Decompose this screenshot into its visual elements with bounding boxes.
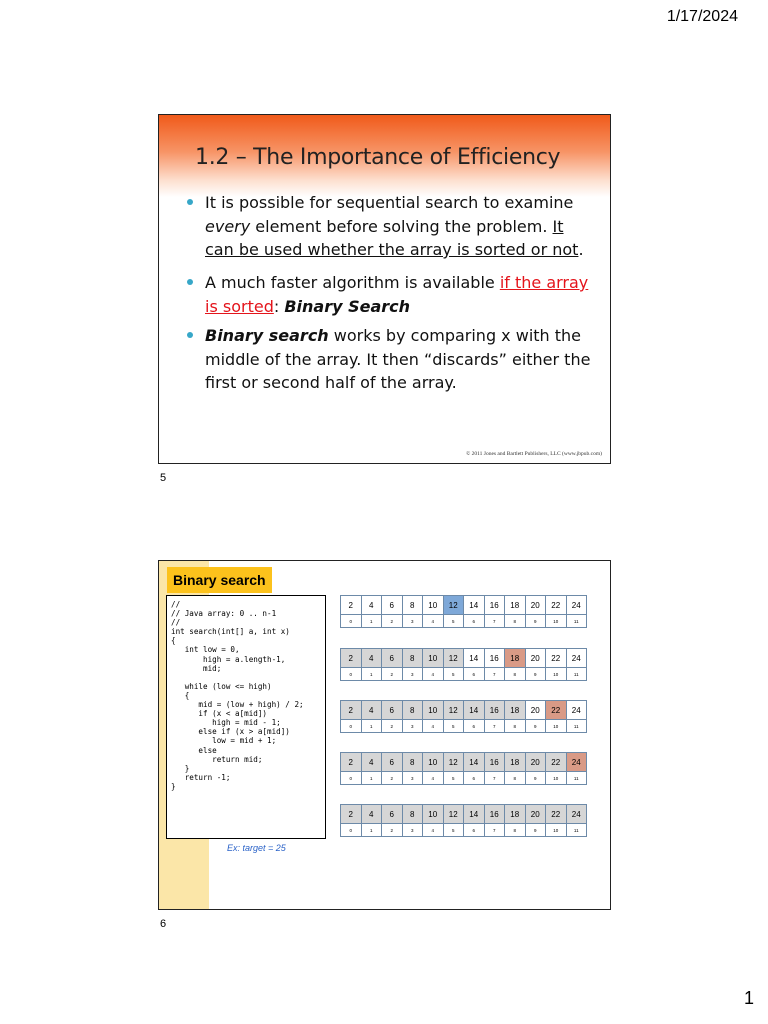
array-index-cell: 9 — [525, 720, 546, 733]
array-index-cell: 0 — [341, 668, 362, 681]
array-value-cell: 22 — [546, 701, 567, 720]
array-index-cell: 10 — [546, 772, 567, 785]
array-value-cell: 24 — [566, 753, 587, 772]
array-value-cell: 8 — [402, 596, 423, 615]
array-index-cell: 7 — [484, 615, 505, 628]
array-index-cell: 3 — [402, 668, 423, 681]
bullet-dot-icon — [187, 199, 193, 205]
array-value-cell: 14 — [464, 805, 485, 824]
bullet-1: It is possible for sequential search to examine every element before solving the problem. It can be used whether the array is sorted or not. — [187, 191, 593, 262]
bullet-3: Binary search works by comparing x with the middle of the array. It then “discards” either the first or second half of the array. — [187, 324, 593, 395]
array-index-cell: 0 — [341, 720, 362, 733]
array-value-cell: 16 — [484, 649, 505, 668]
array-value-cell: 4 — [361, 753, 382, 772]
array-index-cell: 11 — [566, 824, 587, 837]
array-index-cell: 3 — [402, 615, 423, 628]
array-value-cell: 18 — [505, 649, 526, 668]
array-value-cell: 2 — [341, 805, 362, 824]
slide-1 — [158, 114, 611, 464]
array-value-cell: 22 — [546, 596, 567, 615]
bullet-dot-icon — [187, 279, 193, 285]
array-value-cell: 2 — [341, 753, 362, 772]
array-index-cell: 6 — [464, 668, 485, 681]
array-value-cell: 2 — [341, 596, 362, 615]
array-value-cell: 20 — [525, 649, 546, 668]
array-value-cell: 10 — [423, 701, 444, 720]
array-index-cell: 11 — [566, 772, 587, 785]
array-index-cell: 6 — [464, 772, 485, 785]
array-value-cell: 22 — [546, 753, 567, 772]
array-index-cell: 1 — [361, 772, 382, 785]
array-index-cell: 11 — [566, 720, 587, 733]
array-value-cell: 12 — [443, 805, 464, 824]
array-value-cell: 6 — [382, 596, 403, 615]
bullet-2: A much faster algorithm is available if the array is sorted: Binary Search — [187, 271, 593, 318]
array-value-cell: 6 — [382, 805, 403, 824]
array-index-cell: 7 — [484, 772, 505, 785]
array-index-cell: 6 — [464, 824, 485, 837]
array-value-cell: 2 — [341, 649, 362, 668]
array-index-cell: 7 — [484, 824, 505, 837]
array-value-cell: 18 — [505, 701, 526, 720]
array-index-cell: 10 — [546, 720, 567, 733]
array-index-cell: 8 — [505, 720, 526, 733]
array-value-cell: 18 — [505, 596, 526, 615]
slide-1-number: 5 — [160, 472, 167, 484]
array-index-cell: 9 — [525, 668, 546, 681]
page-number: 1 — [743, 988, 754, 1008]
array-value-cell: 16 — [484, 753, 505, 772]
array-index-cell: 2 — [382, 720, 403, 733]
array-index-cell: 1 — [361, 720, 382, 733]
bullet-dot-icon — [187, 332, 193, 338]
array-value-cell: 24 — [566, 701, 587, 720]
array-value-cell: 10 — [423, 596, 444, 615]
array-step-1 — [340, 595, 587, 628]
array-value-cell: 14 — [464, 753, 485, 772]
array-value-cell: 24 — [566, 805, 587, 824]
array-index-cell: 8 — [505, 772, 526, 785]
array-value-cell: 12 — [443, 701, 464, 720]
array-index-cell: 1 — [361, 615, 382, 628]
array-value-cell: 8 — [402, 753, 423, 772]
array-index-cell: 8 — [505, 668, 526, 681]
array-value-cell: 10 — [423, 805, 444, 824]
array-index-cell: 5 — [443, 668, 464, 681]
array-index-cell: 2 — [382, 668, 403, 681]
array-value-cell: 14 — [464, 701, 485, 720]
array-index-cell: 4 — [423, 772, 444, 785]
array-value-cell: 8 — [402, 649, 423, 668]
slide-2-title: Binary search — [167, 567, 272, 593]
array-index-cell: 2 — [382, 824, 403, 837]
array-index-cell: 6 — [464, 615, 485, 628]
date-header: 1/17/2024 — [666, 8, 738, 25]
array-index-cell: 8 — [505, 824, 526, 837]
slide-1-title: 1.2 – The Importance of Efficiency — [195, 145, 561, 170]
array-value-cell: 14 — [464, 596, 485, 615]
array-value-cell: 6 — [382, 753, 403, 772]
array-index-cell: 10 — [546, 668, 567, 681]
array-value-cell: 4 — [361, 805, 382, 824]
array-index-cell: 2 — [382, 615, 403, 628]
array-value-cell: 16 — [484, 701, 505, 720]
array-step-5 — [340, 804, 587, 837]
array-value-cell: 2 — [341, 701, 362, 720]
array-index-cell: 6 — [464, 720, 485, 733]
array-value-cell: 22 — [546, 805, 567, 824]
array-index-cell: 1 — [361, 824, 382, 837]
array-index-cell: 7 — [484, 668, 505, 681]
array-index-cell: 0 — [341, 772, 362, 785]
slide-2-number: 6 — [160, 918, 167, 930]
array-index-cell: 5 — [443, 824, 464, 837]
array-index-cell: 10 — [546, 615, 567, 628]
array-value-cell: 6 — [382, 649, 403, 668]
array-value-cell: 24 — [566, 596, 587, 615]
example-target: Ex: target = 25 — [227, 843, 286, 853]
array-value-cell: 10 — [423, 753, 444, 772]
array-index-cell: 4 — [423, 720, 444, 733]
array-index-cell: 4 — [423, 668, 444, 681]
array-value-cell: 22 — [546, 649, 567, 668]
array-value-cell: 20 — [525, 701, 546, 720]
array-value-cell: 8 — [402, 701, 423, 720]
array-index-cell: 1 — [361, 668, 382, 681]
array-value-cell: 8 — [402, 805, 423, 824]
array-index-cell: 9 — [525, 615, 546, 628]
array-value-cell: 18 — [505, 753, 526, 772]
array-index-cell: 0 — [341, 824, 362, 837]
array-value-cell: 16 — [484, 596, 505, 615]
array-index-cell: 0 — [341, 615, 362, 628]
array-index-cell: 10 — [546, 824, 567, 837]
array-index-cell: 8 — [505, 615, 526, 628]
array-index-cell: 4 — [423, 824, 444, 837]
array-step-2 — [340, 648, 587, 681]
array-value-cell: 24 — [566, 649, 587, 668]
array-step-4 — [340, 752, 587, 785]
array-index-cell: 11 — [566, 615, 587, 628]
copyright-notice: © 2011 Jones and Bartlett Publishers, LLC (www.jbpub.com) — [466, 451, 602, 457]
array-step-3 — [340, 700, 587, 733]
array-value-cell: 16 — [484, 805, 505, 824]
array-value-cell: 12 — [443, 753, 464, 772]
array-value-cell: 6 — [382, 701, 403, 720]
array-index-cell: 3 — [402, 720, 423, 733]
array-index-cell: 9 — [525, 824, 546, 837]
array-value-cell: 20 — [525, 596, 546, 615]
array-index-cell: 7 — [484, 720, 505, 733]
array-value-cell: 18 — [505, 805, 526, 824]
array-value-cell: 10 — [423, 649, 444, 668]
array-value-cell: 20 — [525, 805, 546, 824]
array-value-cell: 4 — [361, 596, 382, 615]
array-value-cell: 4 — [361, 701, 382, 720]
array-index-cell: 3 — [402, 824, 423, 837]
array-value-cell: 12 — [443, 596, 464, 615]
array-index-cell: 2 — [382, 772, 403, 785]
array-value-cell: 12 — [443, 649, 464, 668]
slide-2 — [158, 560, 611, 910]
array-index-cell: 4 — [423, 615, 444, 628]
array-value-cell: 4 — [361, 649, 382, 668]
array-index-cell: 3 — [402, 772, 423, 785]
array-index-cell: 5 — [443, 615, 464, 628]
array-index-cell: 11 — [566, 668, 587, 681]
array-index-cell: 5 — [443, 772, 464, 785]
array-value-cell: 20 — [525, 753, 546, 772]
array-index-cell: 5 — [443, 720, 464, 733]
array-value-cell: 14 — [464, 649, 485, 668]
array-index-cell: 9 — [525, 772, 546, 785]
code-listing: // // Java array: 0 .. n-1 // int search(int[] a, int x) { int low = 0, high = a.length-1, mid; while (low <= high) { mid = (low + high) / 2; if (x < a[mid]) high = mid - 1; else if (x > a[mid]) low = mid + 1; else return mid; } return -1; } — [166, 595, 326, 839]
